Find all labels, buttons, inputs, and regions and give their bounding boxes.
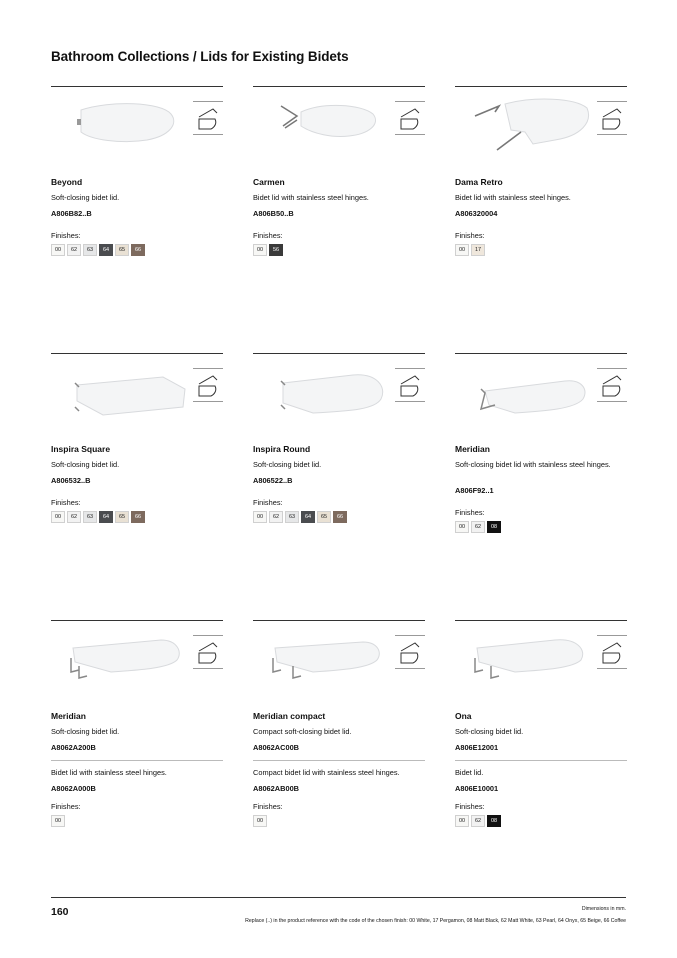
variant-divider (51, 760, 223, 761)
finish-swatch-00: 00 (455, 244, 469, 256)
page-title: Bathroom Collections / Lids for Existing Bidets (51, 49, 349, 64)
bidet-lid-image (51, 626, 191, 690)
variant-description: Bidet lid. (455, 767, 484, 777)
finishes-label: Finishes: (455, 230, 485, 240)
finish-swatch-65: 65 (317, 511, 331, 523)
lid-type-icon (193, 101, 223, 135)
finish-swatches (455, 521, 501, 533)
variant-description: Bidet lid with stainless steel hinges. (51, 767, 167, 777)
product-description: Soft-closing bidet lid. (51, 460, 120, 469)
product-description: Compact soft-closing bidet lid. (253, 727, 352, 736)
product-card (253, 353, 425, 553)
finish-swatch-62: 62 (67, 244, 81, 256)
product-description: Soft-closing bidet lid. (455, 727, 524, 736)
variant-code: A8062AB00B (253, 783, 300, 793)
product-name: Carmen (253, 177, 285, 187)
bidet-lid-image (253, 359, 393, 423)
card-top-rule (51, 353, 223, 354)
finish-swatch-63: 63 (83, 511, 97, 523)
variant-divider (455, 760, 627, 761)
lid-type-icon (193, 368, 223, 402)
product-code: A806E12001 (455, 742, 499, 752)
product-description: Soft-closing bidet lid. (253, 460, 322, 469)
bidet-lid-image (455, 626, 595, 690)
product-card (455, 353, 627, 553)
product-description: Soft-closing bidet lid with stainless steel hinges. (455, 460, 611, 469)
bidet-lid-image (51, 92, 191, 156)
lid-type-icon (193, 635, 223, 669)
lid-type-icon (395, 101, 425, 135)
product-description: Bidet lid with stainless steel hinges. (253, 193, 369, 202)
product-card (253, 86, 425, 286)
product-name: Meridian compact (253, 711, 326, 721)
finish-swatch-00: 00 (51, 511, 65, 523)
product-code: A806532..B (51, 475, 91, 485)
finish-swatch-66: 66 (333, 511, 347, 523)
product-card (455, 86, 627, 286)
finishes-label: Finishes: (455, 801, 485, 811)
product-name: Inspira Square (51, 444, 111, 454)
product-card (51, 353, 223, 553)
bidet-lid-image (253, 92, 393, 156)
variant-divider (253, 760, 425, 761)
finish-swatch-64: 64 (99, 511, 113, 523)
lid-type-icon (395, 368, 425, 402)
finish-swatch-64: 64 (301, 511, 315, 523)
bidet-lid-image (455, 359, 595, 423)
product-card (455, 620, 627, 824)
product-code: A806F92..1 (455, 486, 494, 495)
product-description: Bidet lid with stainless steel hinges. (455, 193, 571, 202)
bidet-lid-image (455, 92, 595, 156)
variant-code: A806E10001 (455, 783, 499, 793)
finish-swatch-65: 65 (115, 244, 129, 256)
finish-swatches (253, 244, 283, 256)
product-code: A8062A200B (51, 742, 96, 752)
finish-swatch-64: 64 (99, 244, 113, 256)
finish-swatch-62: 62 (471, 815, 485, 827)
finish-swatches (51, 511, 145, 523)
finish-swatch-08: 08 (487, 815, 501, 827)
finishes-label: Finishes: (51, 497, 81, 507)
variant-code: A8062A000B (51, 783, 96, 793)
finishes-label: Finishes: (455, 508, 485, 517)
lid-type-icon (597, 368, 627, 402)
finish-swatch-56: 56 (269, 244, 283, 256)
finish-swatch-63: 63 (83, 244, 97, 256)
card-top-rule (51, 620, 223, 621)
product-name: Meridian (51, 711, 86, 721)
finish-swatches (455, 815, 501, 827)
finish-swatch-62: 62 (471, 521, 485, 533)
finish-swatch-62: 62 (269, 511, 283, 523)
product-name: Dama Retro (455, 177, 503, 187)
finish-swatches (253, 815, 267, 827)
product-description: Soft-closing bidet lid. (51, 727, 120, 736)
card-top-rule (253, 353, 425, 354)
variant-description: Compact bidet lid with stainless steel hinges. (253, 767, 400, 777)
card-top-rule (253, 86, 425, 87)
card-top-rule (455, 353, 627, 354)
bidet-lid-image (253, 626, 393, 690)
finish-swatch-17: 17 (471, 244, 485, 256)
finish-swatches (51, 815, 65, 827)
finish-swatch-00: 00 (253, 244, 267, 256)
card-top-rule (253, 620, 425, 621)
lid-type-icon (597, 635, 627, 669)
card-top-rule (455, 86, 627, 87)
footer-divider (51, 897, 626, 898)
product-name: Inspira Round (253, 444, 311, 454)
product-name: Meridian (455, 444, 490, 454)
finish-swatch-00: 00 (51, 815, 65, 827)
finish-swatch-66: 66 (131, 511, 145, 523)
product-name: Ona (455, 711, 472, 721)
lid-type-icon (597, 101, 627, 135)
finishes-label: Finishes: (253, 230, 283, 240)
bidet-lid-image (51, 359, 191, 423)
product-code: A806B50..B (253, 208, 294, 218)
finish-swatches (253, 511, 347, 523)
product-card (51, 86, 223, 286)
finish-swatch-08: 08 (487, 521, 501, 533)
page-number: 160 (51, 906, 69, 918)
finish-swatch-00: 00 (455, 521, 469, 533)
finishes-label: Finishes: (51, 230, 81, 240)
finish-swatch-00: 00 (253, 815, 267, 827)
finish-swatches (51, 244, 145, 256)
product-description: Soft-closing bidet lid. (51, 193, 120, 202)
product-code: A806320004 (455, 208, 498, 218)
finish-swatch-00: 00 (253, 511, 267, 523)
finishes-label: Finishes: (253, 801, 283, 811)
product-card (51, 620, 223, 824)
product-code: A8062AC00B (253, 742, 300, 752)
product-code: A806B82..B (51, 208, 92, 218)
finish-swatch-66: 66 (131, 244, 145, 256)
card-top-rule (51, 86, 223, 87)
card-top-rule (455, 620, 627, 621)
dimensions-note: Dimensions in mm. (581, 906, 626, 912)
finish-swatch-62: 62 (67, 511, 81, 523)
finish-swatches (455, 244, 485, 256)
finish-swatch-00: 00 (455, 815, 469, 827)
product-name: Beyond (51, 177, 83, 187)
finishes-label: Finishes: (253, 497, 283, 507)
product-card (253, 620, 425, 824)
finish-swatch-63: 63 (285, 511, 299, 523)
lid-type-icon (395, 635, 425, 669)
finish-swatch-65: 65 (115, 511, 129, 523)
finish-replace-note: Replace (..) in the product reference with the code of the chosen finish: 00 White, 17 Pergamon, 08 Matt Black, 62 Matt White, 63 Pearl, 64 Onyx, 65 Beige, 66 Coffee (245, 918, 626, 924)
finish-swatch-00: 00 (51, 244, 65, 256)
finishes-label: Finishes: (51, 801, 81, 811)
product-code: A806522..B (253, 475, 293, 485)
